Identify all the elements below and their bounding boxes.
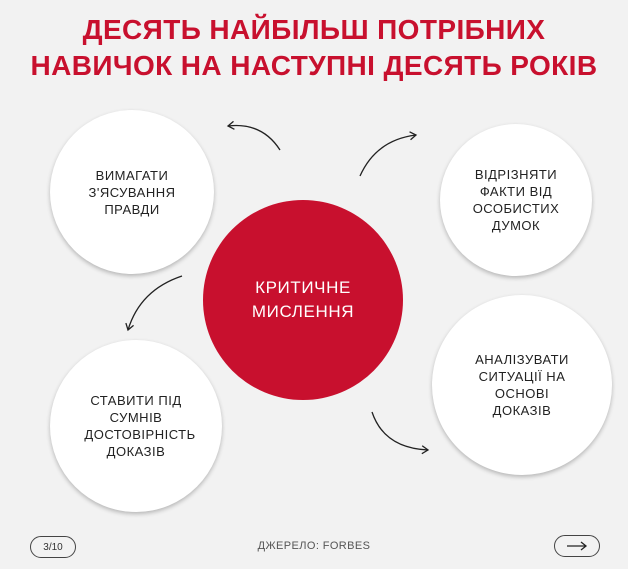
center-label: КРИТИЧНЕ МИСЛЕННЯ (251, 278, 355, 321)
skill-circle-bottom-right (432, 295, 612, 475)
skill-label-bottom-right: АНАЛІЗУВАТИ СИТУАЦІЇ НА ОСНОВІ ДОКАЗІВ (475, 352, 569, 418)
skill-circle-top-left (50, 110, 214, 274)
arrow-to-bottom-right (372, 412, 428, 450)
skill-label-top-left: ВИМАГАТИ З'ЯСУВАННЯ ПРАВДИ (88, 167, 176, 217)
skill-circle-bottom-left (50, 340, 222, 512)
skill-circle-top-right (440, 124, 592, 276)
source-label: ДЖЕРЕЛО: FORBES (257, 540, 371, 552)
arrow-to-top-left (228, 126, 280, 151)
skill-label-top-right: ВІДРІЗНЯТИ ФАКТИ ВІД ОСОБИСТИХ ДУМОК (472, 167, 560, 233)
page-indicator: 3/10 (30, 536, 76, 558)
next-button[interactable] (554, 535, 600, 557)
arrow-right-icon (566, 541, 588, 551)
page-title (0, 12, 628, 84)
arrow-to-top-right (360, 135, 416, 176)
arrow-to-bottom-left (128, 276, 182, 330)
skill-label-bottom-left: СТАВИТИ ПІД СУМНІВ ДОСТОВІРНІСТЬ ДОКАЗІВ (84, 393, 196, 459)
title-line-2: НАВИЧОК НА НАСТУПНІ ДЕСЯТЬ РОКІВ (30, 50, 598, 81)
title-line-1: ДЕСЯТЬ НАЙБІЛЬШ ПОТРІБНИХ (82, 14, 546, 45)
center-circle (203, 200, 403, 400)
